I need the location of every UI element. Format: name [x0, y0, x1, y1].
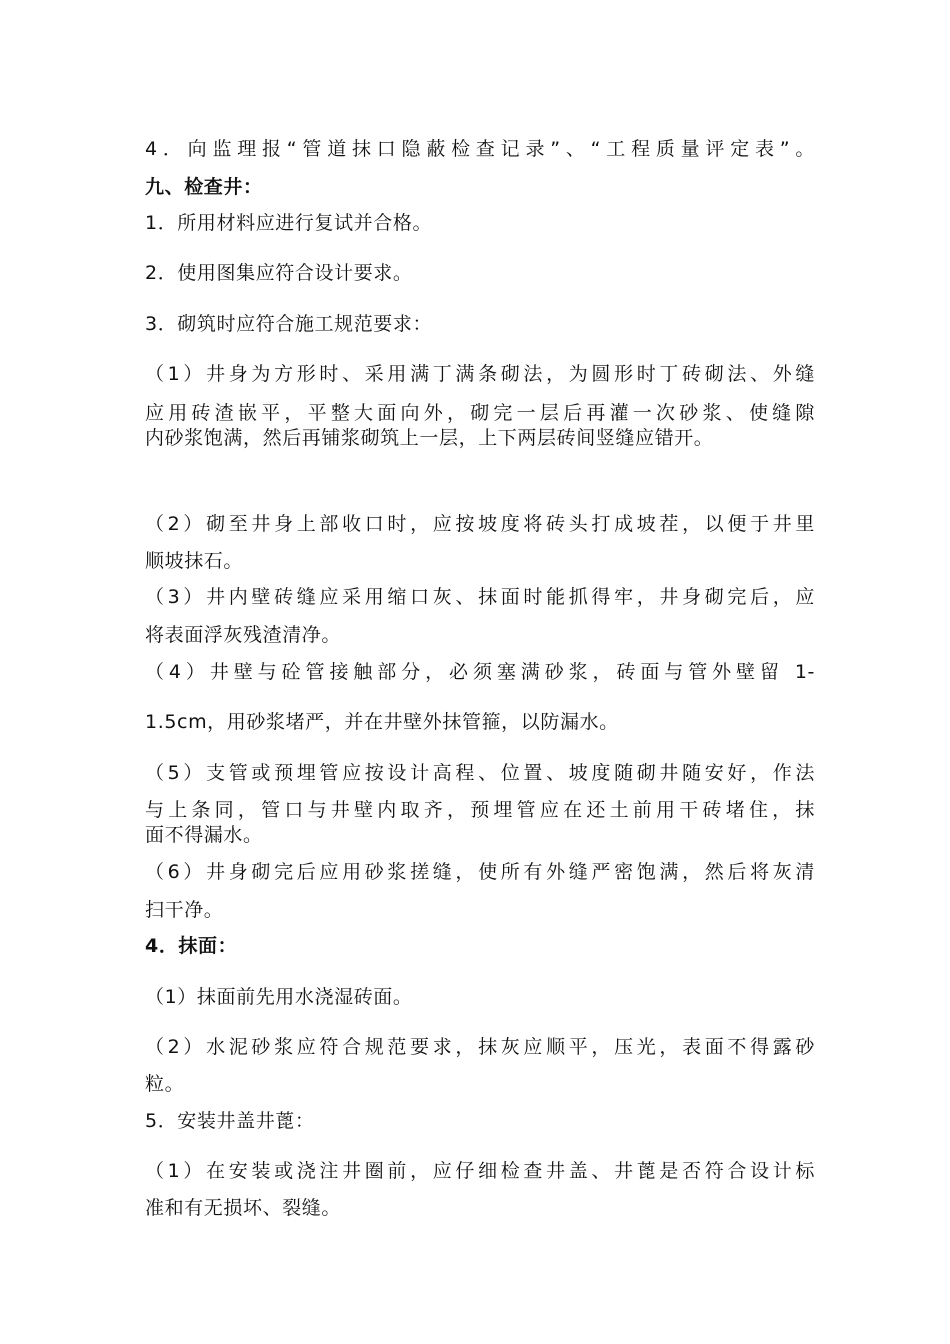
- paragraph-line: 应用砖渣嵌平，平整大面向外，砌完一层后再灌一次砂浆、使缝隙: [145, 402, 815, 424]
- paragraph-line: （1）井身为方形时、采用满丁满条砌法，为圆形时丁砖砌法、外缝: [145, 363, 815, 385]
- paragraph-line: （6）井身砌完后应用砂浆搓缝，使所有外缝严密饱满，然后将灰清: [145, 861, 815, 883]
- paragraph-line: （4）井壁与砼管接触部分，必须塞满砂浆，砖面与管外壁留 1-: [145, 661, 815, 683]
- section-heading: 九、检查井：: [145, 176, 263, 198]
- paragraph-line: 粒。: [145, 1073, 185, 1095]
- paragraph-line: 4．向监理报“管道抹口隐蔽检查记录”、“工程质量评定表”。: [145, 138, 815, 160]
- list-item: （1）抹面前先用水浇湿砖面。: [145, 986, 413, 1008]
- paragraph-line: 扫干净。: [145, 899, 224, 921]
- paragraph-line: 内砂浆饱满，然后再铺浆砌筑上一层，上下两层砖间竖缝应错开。: [145, 427, 714, 449]
- list-item: 3．砌筑时应符合施工规范要求：: [145, 313, 433, 335]
- section-heading: 4．抹面：: [145, 935, 238, 957]
- list-item: 5．安装井盖井蓖：: [145, 1110, 315, 1132]
- list-item: 1．所用材料应进行复试并合格。: [145, 212, 433, 234]
- paragraph-line: 准和有无损坏、裂缝。: [145, 1197, 342, 1219]
- paragraph-line: （2）水泥砂浆应符合规范要求，抹灰应顺平，压光，表面不得露砂: [145, 1036, 815, 1058]
- paragraph-line: 顺坡抹石。: [145, 550, 244, 572]
- paragraph-line: （1）在安装或浇注井圈前，应仔细检查井盖、井蓖是否符合设计标: [145, 1160, 815, 1182]
- list-item: 2．使用图集应符合设计要求。: [145, 262, 413, 284]
- paragraph-line: （3）井内壁砖缝应采用缩口灰、抹面时能抓得牢，井身砌完后，应: [145, 586, 815, 608]
- paragraph-line: （2）砌至井身上部收口时，应按坡度将砖头打成坡茬，以便于井里: [145, 513, 815, 535]
- paragraph-line: 与上条同，管口与井壁内取齐，预埋管应在还土前用干砖堵住，抹: [145, 799, 815, 821]
- paragraph-line: 面不得漏水。: [145, 824, 263, 846]
- paragraph-line: 1.5cm，用砂浆堵严，并在井壁外抹管箍，以防漏水。: [145, 711, 619, 733]
- paragraph-line: 将表面浮灰残渣清净。: [145, 624, 342, 646]
- paragraph-line: （5）支管或预埋管应按设计高程、位置、坡度随砌井随安好，作法: [145, 762, 815, 784]
